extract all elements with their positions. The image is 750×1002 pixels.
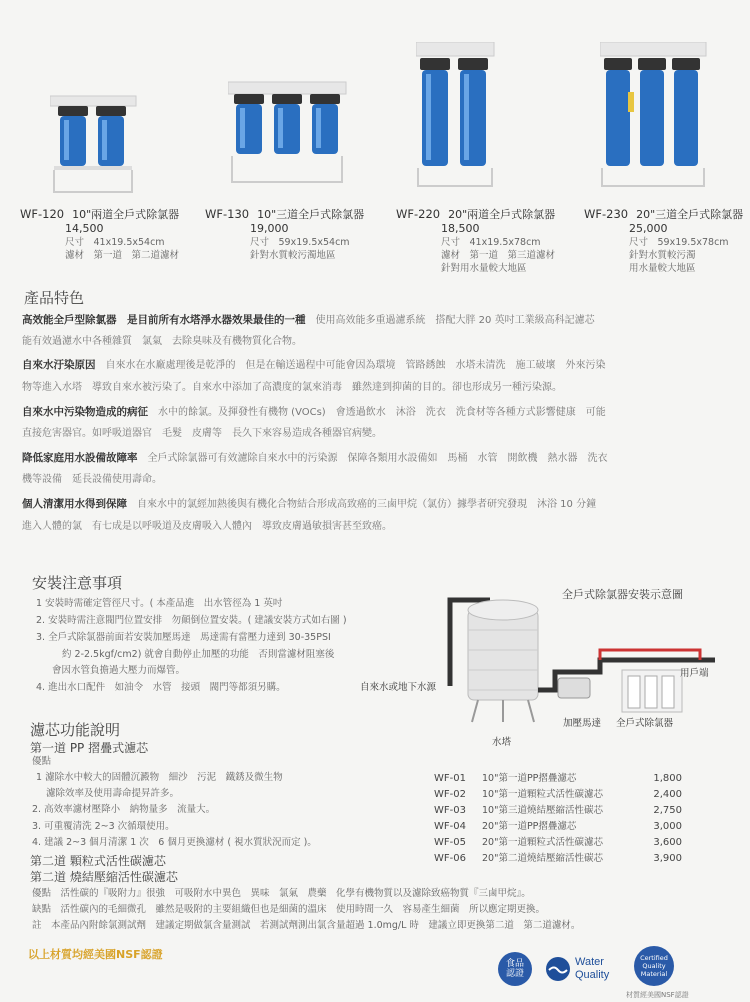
feature-text: 進入人體的氯 有七成是以呼吸道及皮膚吸入人體內 導致皮膚過敏損害甚至致癌。 xyxy=(22,521,392,532)
feature-highlight: 自來水中污染物造成的病征 xyxy=(22,406,148,418)
feature-line xyxy=(22,335,732,349)
filter-first-stage: 第一道 PP 摺疊式濾芯 xyxy=(30,741,149,755)
feature-line xyxy=(22,358,732,373)
product-wf-230 xyxy=(584,207,743,275)
feature-line xyxy=(22,381,732,395)
feature-line xyxy=(22,520,732,534)
filter-cons: 缺點 活性碳內的毛細微孔 雖然是吸附的主要組織但也是細菌的溫床 使用時間一久 容易產生細菌 所以應定期更換。 xyxy=(32,904,546,915)
product-price: 25,000 xyxy=(629,222,668,235)
wf-120-product-image xyxy=(50,92,140,202)
water-quality-line1: Water xyxy=(575,956,604,968)
refill-price: 3,600 xyxy=(653,837,682,848)
model-code: WF-220 xyxy=(396,207,441,221)
feature-text: 全戶式除氯器可有效濾除自來水中的污染源 保障各類用水設備如 馬桶 水管 開飲機 熱水器 洗衣 xyxy=(147,453,608,464)
product-extra: 用水量較大地區 xyxy=(629,263,696,274)
product-price: 14,500 xyxy=(65,222,104,235)
install-item: 3. 全戶式除氯器前面若安裝加壓馬達 馬達需有當壓力達到 30-35PSI xyxy=(36,632,331,643)
model-code: WF-120 xyxy=(20,207,65,221)
feature-highlight: 自來水汙染原因 xyxy=(22,359,96,371)
filter-item: 濾除效率及使用壽命提昇許多。 xyxy=(46,788,180,799)
feature-line xyxy=(22,313,732,328)
certified-quality-material-badge: Certified Quality Material xyxy=(634,946,674,986)
feature-highlight: 個人清潔用水得到保障 xyxy=(22,498,127,510)
refill-price: 3,000 xyxy=(653,821,682,832)
feature-text: 使用高效能多重過濾系統 搭配大胖 20 英吋工業級高科記濾芯 xyxy=(315,315,595,326)
refill-code: WF-06 xyxy=(434,853,466,864)
product-size: 尺寸 59x19.5x54cm xyxy=(250,237,350,248)
filter-item: 2. 高效率濾材壓降小 納物量多 流量大。 xyxy=(32,804,216,815)
product-price: 19,000 xyxy=(250,222,289,235)
install-item: 1 安裝時需確定管徑尺寸。( 本產品進 出水管徑為 1 英吋 xyxy=(36,598,283,609)
install-item: 4. 進出水口配件 如油令 水管 接頭 閥門等都須另購。 xyxy=(36,682,286,693)
refill-row xyxy=(434,834,682,848)
product-name: 20"兩道全戶式除氯器 xyxy=(448,208,556,221)
feature-text: 能有效過濾水中各種雜質 氯氣 去除臭味及有機物質化合物。 xyxy=(22,336,302,347)
wf-130-product-image xyxy=(228,80,350,192)
diagram-filter-label: 全戶式除氯器 xyxy=(616,718,674,729)
refill-row xyxy=(434,802,682,816)
filter-pros: 優點 活性碳的『吸附力』很強 可吸附水中異色 異味 氯氣 農藥 化學有機物質以及濾除致癌物質『三鹵甲烷』。 xyxy=(32,888,531,899)
model-code: WF-130 xyxy=(205,207,250,221)
install-item: 2. 安裝時需注意閥門位置安排 勿顛倒位置安裝。( 建議安裝方式如右圖 ) xyxy=(36,615,347,626)
filter-second-stage: 第二道 顆粒式活性碳濾芯 xyxy=(30,854,166,868)
filter-advantage-label: 優點 xyxy=(32,756,52,767)
product-name: 10"兩道全戶式除氯器 xyxy=(72,208,180,221)
product-name: 10"三道全戶式除氯器 xyxy=(257,208,365,221)
filter-item: 1 濾除水中較大的固體沉澱物 細沙 污泥 鐵銹及微生物 xyxy=(36,772,283,783)
feature-text: 自來水在水廠處理後是乾淨的 但是在輸送過程中可能會因為環境 管路銹蝕 水塔未清洗 施工破壞 外來污染 xyxy=(105,360,606,371)
feature-highlight: 降低家庭用水設備故障率 xyxy=(22,452,138,464)
product-detail: 濾材 第一道 第二道濾材 xyxy=(65,250,180,261)
refill-name: 10"第一道顆粒式活性碳濾芯 xyxy=(482,789,603,800)
nsf-certification-text: 以上材質均經美國NSF認證 xyxy=(28,948,163,961)
filter-third-stage: 第二道 燒結壓縮活性碳濾芯 xyxy=(30,870,178,884)
feature-highlight: 高效能全戶型除氯器 是目前所有水塔淨水器效果最佳的一種 xyxy=(22,314,306,326)
install-item: 約 2-2.5kgf/cm2) 就會自動停止加壓的功能 否則當濾材阻塞後 xyxy=(62,649,335,660)
feature-line xyxy=(22,427,732,441)
filter-item: 4. 建議 2~3 個月清潔 1 次 6 個月更換濾材 ( 視水質狀況而定 )。 xyxy=(32,837,317,848)
refill-row xyxy=(434,786,682,800)
product-size: 尺寸 59x19.5x78cm xyxy=(629,237,729,248)
feature-line xyxy=(22,405,732,420)
filter-note: 註 本產品內附餘氯測試劑 建議定期做氯含量測試 若測試劑測出氯含量超過 1.0mg/L 時 建議立即更換第二道 第二道濾材。 xyxy=(32,920,581,931)
diagram-pump-label: 加壓馬達 xyxy=(563,718,602,729)
feature-text: 水中的餘氯。及揮發性有機物 (VOCs) 會透過飲水 沐浴 洗衣 洗食材等各種方式影響健康 可能 xyxy=(158,407,606,418)
feature-text: 物等進入水塔 導致自來水被污染了。自來水中添加了高濃度的氯來消毒 雖然達到抑菌的目的。卻也形成另一種污染源。 xyxy=(22,382,562,393)
refill-name: 20"第一道顆粒式活性碳濾芯 xyxy=(482,837,603,848)
badge-caption: 材質經美國NSF認證 xyxy=(626,991,689,999)
feature-line xyxy=(22,497,732,512)
diagram-user-label: 用戶端 xyxy=(680,668,709,679)
install-item: 會因水管負擔過大壓力而爆管。 xyxy=(52,665,186,676)
refill-row xyxy=(434,818,682,832)
product-extra: 針對用水量較大地區 xyxy=(441,263,527,274)
diagram-source-label: 自來水或地下水源 xyxy=(360,682,437,693)
refill-price: 1,800 xyxy=(653,773,682,784)
feature-text: 自來水中的氯經加熱後與有機化合物結合形成高致癌的三鹵甲烷（氯仿）據學者研究發現 沐浴 10 分鐘 xyxy=(137,499,597,510)
feature-text: 機等設備 延長設備使用壽命。 xyxy=(22,474,162,485)
refill-code: WF-01 xyxy=(434,773,466,784)
install-title: 安裝注意事項 xyxy=(32,574,123,592)
product-detail: 針對水質較污濁地區 xyxy=(250,250,336,261)
refill-price: 3,900 xyxy=(653,853,682,864)
model-code: WF-230 xyxy=(584,207,629,221)
feature-line xyxy=(22,473,732,487)
product-wf-120 xyxy=(20,207,179,262)
food-certification-badge: 食品 認證 xyxy=(498,952,532,986)
refill-code: WF-03 xyxy=(434,805,466,816)
product-wf-220 xyxy=(396,207,555,275)
diagram-tank-label: 水塔 xyxy=(492,737,512,748)
product-detail: 針對水質較污濁 xyxy=(629,250,696,261)
product-size: 尺寸 41x19.5x54cm xyxy=(65,237,165,248)
product-wf-130 xyxy=(205,207,364,262)
refill-name: 10"第三道燒結壓縮活性碳芯 xyxy=(482,805,603,816)
product-detail: 濾材 第一道 第三道濾材 xyxy=(441,250,556,261)
refill-name: 20"第二道燒結壓縮活性碳芯 xyxy=(482,853,603,864)
refill-price: 2,400 xyxy=(653,789,682,800)
refill-row xyxy=(434,850,682,864)
refill-name: 10"第一道PP摺疊濾芯 xyxy=(482,773,577,784)
refill-name: 20"第一道PP摺疊濾芯 xyxy=(482,821,577,832)
refill-row xyxy=(434,770,682,784)
filter-title: 濾芯功能說明 xyxy=(30,721,121,739)
water-quality-line2: Quality xyxy=(575,969,610,981)
features-title: 產品特色 xyxy=(24,289,85,307)
water-drop-icon xyxy=(545,956,571,982)
product-price: 18,500 xyxy=(441,222,480,235)
feature-line xyxy=(22,451,732,466)
feature-text: 直接危害器官。如呼吸道器官 毛髮 皮膚等 長久下來容易造成各種器官病變。 xyxy=(22,428,382,439)
refill-price: 2,750 xyxy=(653,805,682,816)
diagram-title: 全戶式除氯器安裝示意圖 xyxy=(562,588,683,601)
refill-code: WF-02 xyxy=(434,789,466,800)
wf-220-product-image xyxy=(416,42,498,192)
water-quality-logo xyxy=(545,952,625,986)
filter-item: 3. 可重覆清洗 2~3 次循環使用。 xyxy=(32,821,175,832)
wf-230-product-image xyxy=(600,42,710,192)
refill-code: WF-04 xyxy=(434,821,466,832)
product-size: 尺寸 41x19.5x78cm xyxy=(441,237,541,248)
product-name: 20"三道全戶式除氯器 xyxy=(636,208,744,221)
refill-code: WF-05 xyxy=(434,837,466,848)
